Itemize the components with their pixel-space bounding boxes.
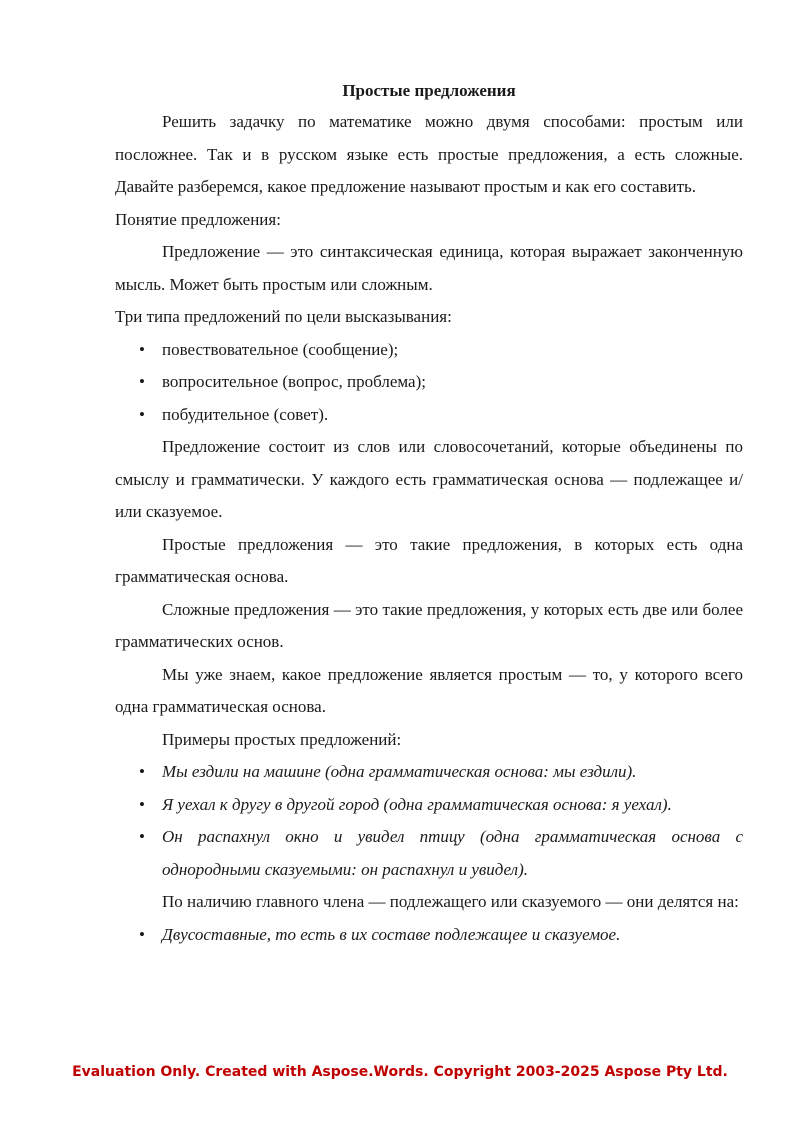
list-item: • Мы ездили на машине (одна грамматическая основа: мы ездили). xyxy=(115,756,743,789)
list-item: • Он распахнул окно и увидел птицу (одна грамматическая основа с однородными сказуемыми: он распахнул и увидел). xyxy=(115,821,743,886)
complex-definition-paragraph: Сложные предложения — это такие предложения, у которых есть две или более грамматических основ. xyxy=(115,599,743,651)
examples-heading: Примеры простых предложений: xyxy=(162,729,402,749)
list-item: • вопросительное (вопрос, проблема); xyxy=(115,366,743,399)
types-list xyxy=(115,334,743,432)
bullet-icon: • xyxy=(139,827,145,846)
simple-definition-paragraph: Простые предложения — это такие предложения, в которых есть одна грамматическая основа. xyxy=(115,534,743,586)
bullet-icon: • xyxy=(139,762,145,781)
main-member-paragraph: По наличию главного члена — подлежащего или сказуемого — они делятся на: xyxy=(162,892,739,911)
examples-list xyxy=(115,756,743,886)
list-item: • Двусоставные, то есть в их составе подлежащее и сказуемое. xyxy=(115,919,743,952)
known-paragraph: Мы уже знаем, какое предложение является простым — то, у которого всего одна грамматическая основа. xyxy=(115,664,743,716)
definition-paragraph: Предложение — это синтаксическая единица, которая выражает законченную мысль. Может быть простым или сложным. xyxy=(115,242,743,294)
list-item: • побудительное (совет). xyxy=(115,399,743,432)
document-body xyxy=(115,76,743,951)
types-heading: Три типа предложений по цели высказывания: xyxy=(115,307,452,326)
bullet-icon: • xyxy=(139,339,145,359)
intro-paragraph: Решить задачку по математике можно двумя способами: простым или посложнее. Так и в русском языке есть простые предложения, а есть сложные. Давайте разберемся, какое предложение называют простым и как его составить. xyxy=(115,112,743,196)
bullet-icon: • xyxy=(139,924,145,944)
list-item: • повествовательное (сообщение); xyxy=(115,334,743,367)
division-list xyxy=(115,919,743,952)
bullet-icon: • xyxy=(139,372,145,391)
list-item: • Я уехал к другу в другой город (одна грамматическая основа: я уехал). xyxy=(115,789,743,822)
concept-heading: Понятие предложения: xyxy=(115,209,281,229)
evaluation-watermark: Evaluation Only. Created with Aspose.Words. Copyright 2003-2025 Aspose Pty Ltd. xyxy=(72,1064,728,1080)
bullet-icon: • xyxy=(139,404,145,424)
document-title: Простые предложения xyxy=(342,81,516,100)
bullet-icon: • xyxy=(139,794,145,814)
composition-paragraph: Предложение состоит из слов или словосочетаний, которые объединены по смыслу и грамматически. У каждого есть грамматическая основа — подлежащее и/или сказуемое. xyxy=(115,437,743,521)
